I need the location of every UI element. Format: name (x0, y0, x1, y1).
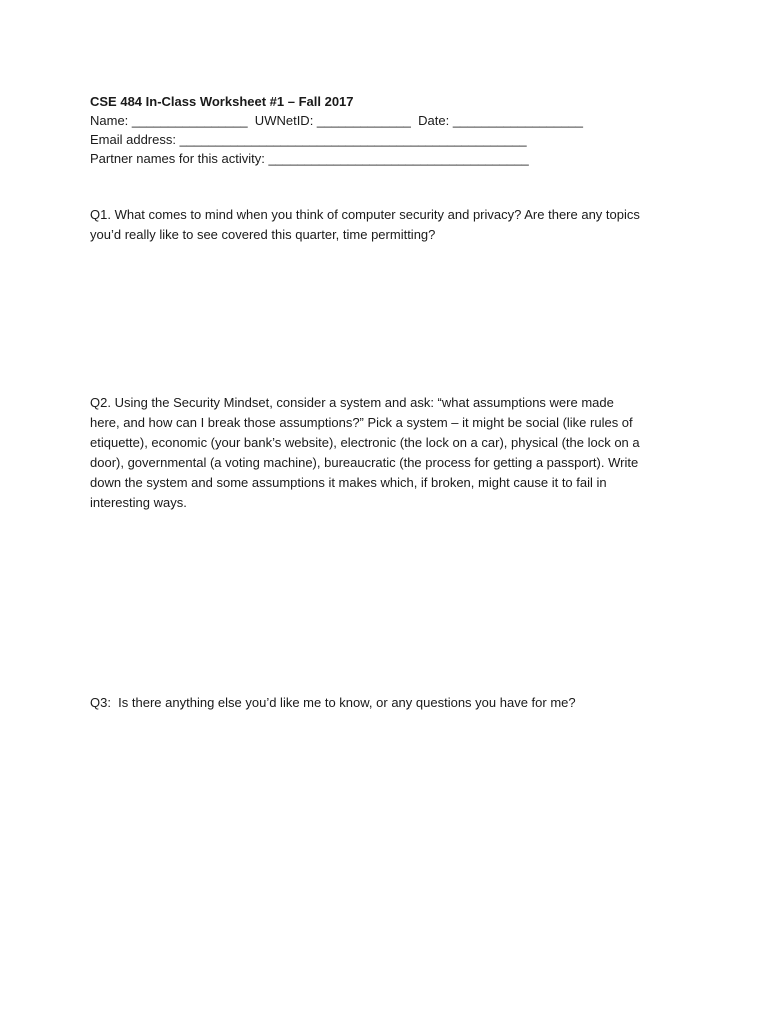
question-1-line: you’d really like to see covered this quarter, time permitting? (90, 227, 436, 242)
name-uwnetid-date-line: Name: ________________ UWNetID: _____________ Date: __________________ (90, 113, 583, 128)
question-2-line: Q2. Using the Security Mindset, consider a system and ask: “what assumptions were made (90, 395, 614, 410)
partner-names-line: Partner names for this activity: ____________________________________ (90, 151, 529, 166)
question-2-line: door), governmental (a voting machine), bureaucratic (the process for getting a passport). Write (90, 455, 639, 470)
question-3 (90, 693, 690, 713)
worksheet-title: CSE 484 In-Class Worksheet #1 – Fall 2017 (90, 94, 354, 109)
question-1-line: Q1. What comes to mind when you think of computer security and privacy? Are there any topics (90, 207, 640, 222)
question-2-line: here, and how can I break those assumptions?” Pick a system – it might be social (like rules of (90, 415, 633, 430)
question-3-line: Q3: Is there anything else you’d like me to know, or any questions you have for me? (90, 695, 576, 710)
question-2-line: down the system and some assumptions it makes which, if broken, might cause it to fail in (90, 475, 607, 490)
question-2-line: interesting ways. (90, 495, 187, 510)
email-address-line: Email address: ________________________________________________ (90, 132, 527, 147)
question-2-line: etiquette), economic (your bank’s website), electronic (the lock on a car), physical (the lock on a (90, 435, 640, 450)
question-1 (90, 205, 690, 245)
question-2 (90, 393, 690, 513)
